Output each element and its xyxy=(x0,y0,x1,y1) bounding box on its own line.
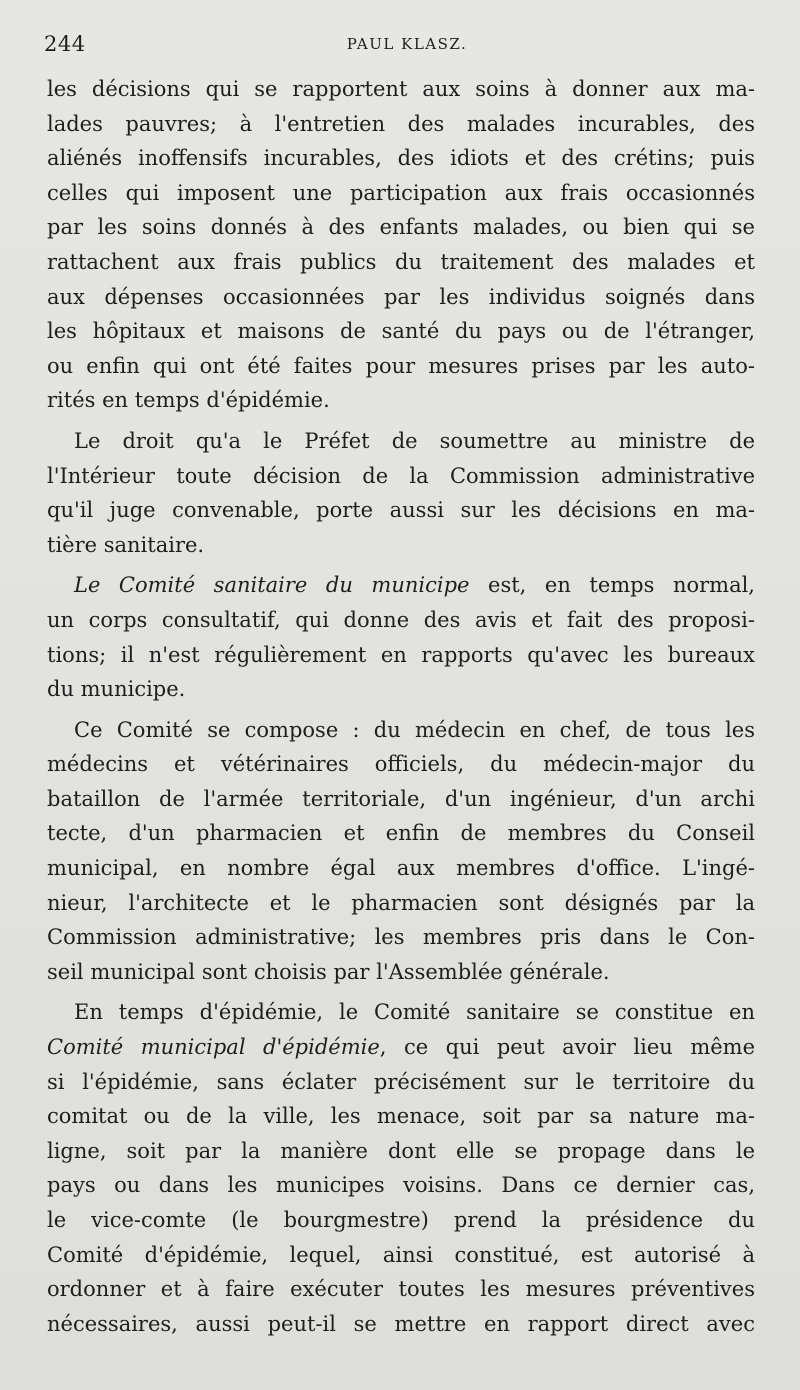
text-line: ligne, soit par la manière dont elle se propage dans le xyxy=(47,1138,755,1163)
text-line: tecte, d'un pharmacien et enfin de membres du Conseil xyxy=(47,821,755,846)
text-line: rattachent aux frais publics du traitement des malades et xyxy=(47,249,755,274)
italic-term: Comité municipal d'épidémie xyxy=(47,1035,380,1060)
text-line: En temps d'épidémie, le Comité sanitaire se constitue en xyxy=(74,1000,755,1025)
text-line: comitat ou de la ville, les menace, soit par sa nature ma- xyxy=(47,1104,755,1129)
text-line xyxy=(47,1030,755,1065)
text-line xyxy=(47,568,755,603)
text-line: tière sanitaire. xyxy=(47,532,205,557)
text-fragment: est, en temps normal, xyxy=(469,573,755,598)
text-line: bataillon de l'armée territoriale, d'un ingénieur, d'un archi xyxy=(47,786,755,811)
text-line: Comité d'épidémie, lequel, ainsi constitué, est autorisé à xyxy=(47,1242,755,1267)
body-text xyxy=(47,72,755,1347)
text-line: Commission administrative; les membres pris dans le Con- xyxy=(47,925,755,950)
text-line: par les soins donnés à des enfants malades, ou bien qui se xyxy=(47,215,755,240)
text-line: Ce Comité se compose : du médecin en chef, de tous les xyxy=(74,717,755,742)
text-line: si l'épidémie, sans éclater précisément sur le territoire du xyxy=(47,1069,755,1094)
text-line: le vice-comte (le bourgmestre) prend la présidence du xyxy=(47,1208,755,1232)
text-line: un corps consultatif, qui donne des avis et fait des proposi- xyxy=(47,607,755,632)
paragraph xyxy=(47,72,755,418)
page-header xyxy=(44,32,754,62)
paragraph xyxy=(47,424,755,562)
text-line: médecins et vétérinaires officiels, du médecin-major du xyxy=(47,752,755,777)
text-fragment: , ce qui peut avoir lieu même xyxy=(379,1035,755,1060)
text-line: Le droit qu'a le Préfet de soumettre au ministre de xyxy=(74,428,755,453)
paragraph xyxy=(47,713,755,990)
paragraph xyxy=(47,995,755,1341)
text-line: seil municipal sont choisis par l'Assemblée générale. xyxy=(47,959,610,984)
text-line: rités en temps d'épidémie. xyxy=(47,388,330,413)
text-line: municipal, en nombre égal aux membres d'office. L'ingé- xyxy=(47,856,755,881)
text-line: qu'il juge convenable, porte aussi sur les décisions en ma- xyxy=(47,498,755,523)
running-head: PAUL KLASZ. xyxy=(346,35,468,53)
text-line: lades pauvres; à l'entretien des malades incurables, des xyxy=(47,111,755,136)
text-line: nieur, l'architecte et le pharmacien sont désignés par la xyxy=(47,890,755,915)
text-line: ou enfin qui ont été faites pour mesures prises par les auto- xyxy=(47,353,755,378)
text-line: tions; il n'est régulièrement en rapports qu'avec les bureaux xyxy=(47,642,755,667)
text-line: aliénés inoffensifs incurables, des idiots et des crétins; puis xyxy=(47,146,755,171)
text-line: celles qui imposent une participation aux frais occasionnés xyxy=(47,180,755,205)
text-line: ordonner et à faire exécuter toutes les mesures préventives xyxy=(47,1277,755,1302)
text-line: l'Intérieur toute décision de la Commission administrative xyxy=(47,463,755,488)
text-line: les décisions qui se rapportent aux soins à donner aux ma- xyxy=(47,77,755,101)
text-line: du municipe. xyxy=(47,677,186,702)
italic-term: Le Comité sanitaire du municipe xyxy=(74,573,470,598)
text-line: nécessaires, aussi peut-il se mettre en rapport direct avec xyxy=(47,1311,755,1336)
paragraph xyxy=(47,568,755,706)
text-line: aux dépenses occasionnées par les individus soignés dans xyxy=(47,284,755,309)
text-line: pays ou dans les municipes voisins. Dans ce dernier cas, xyxy=(47,1173,755,1198)
text-line: les hôpitaux et maisons de santé du pays ou de l'étranger, xyxy=(47,319,755,344)
page-number: 244 xyxy=(44,32,86,56)
